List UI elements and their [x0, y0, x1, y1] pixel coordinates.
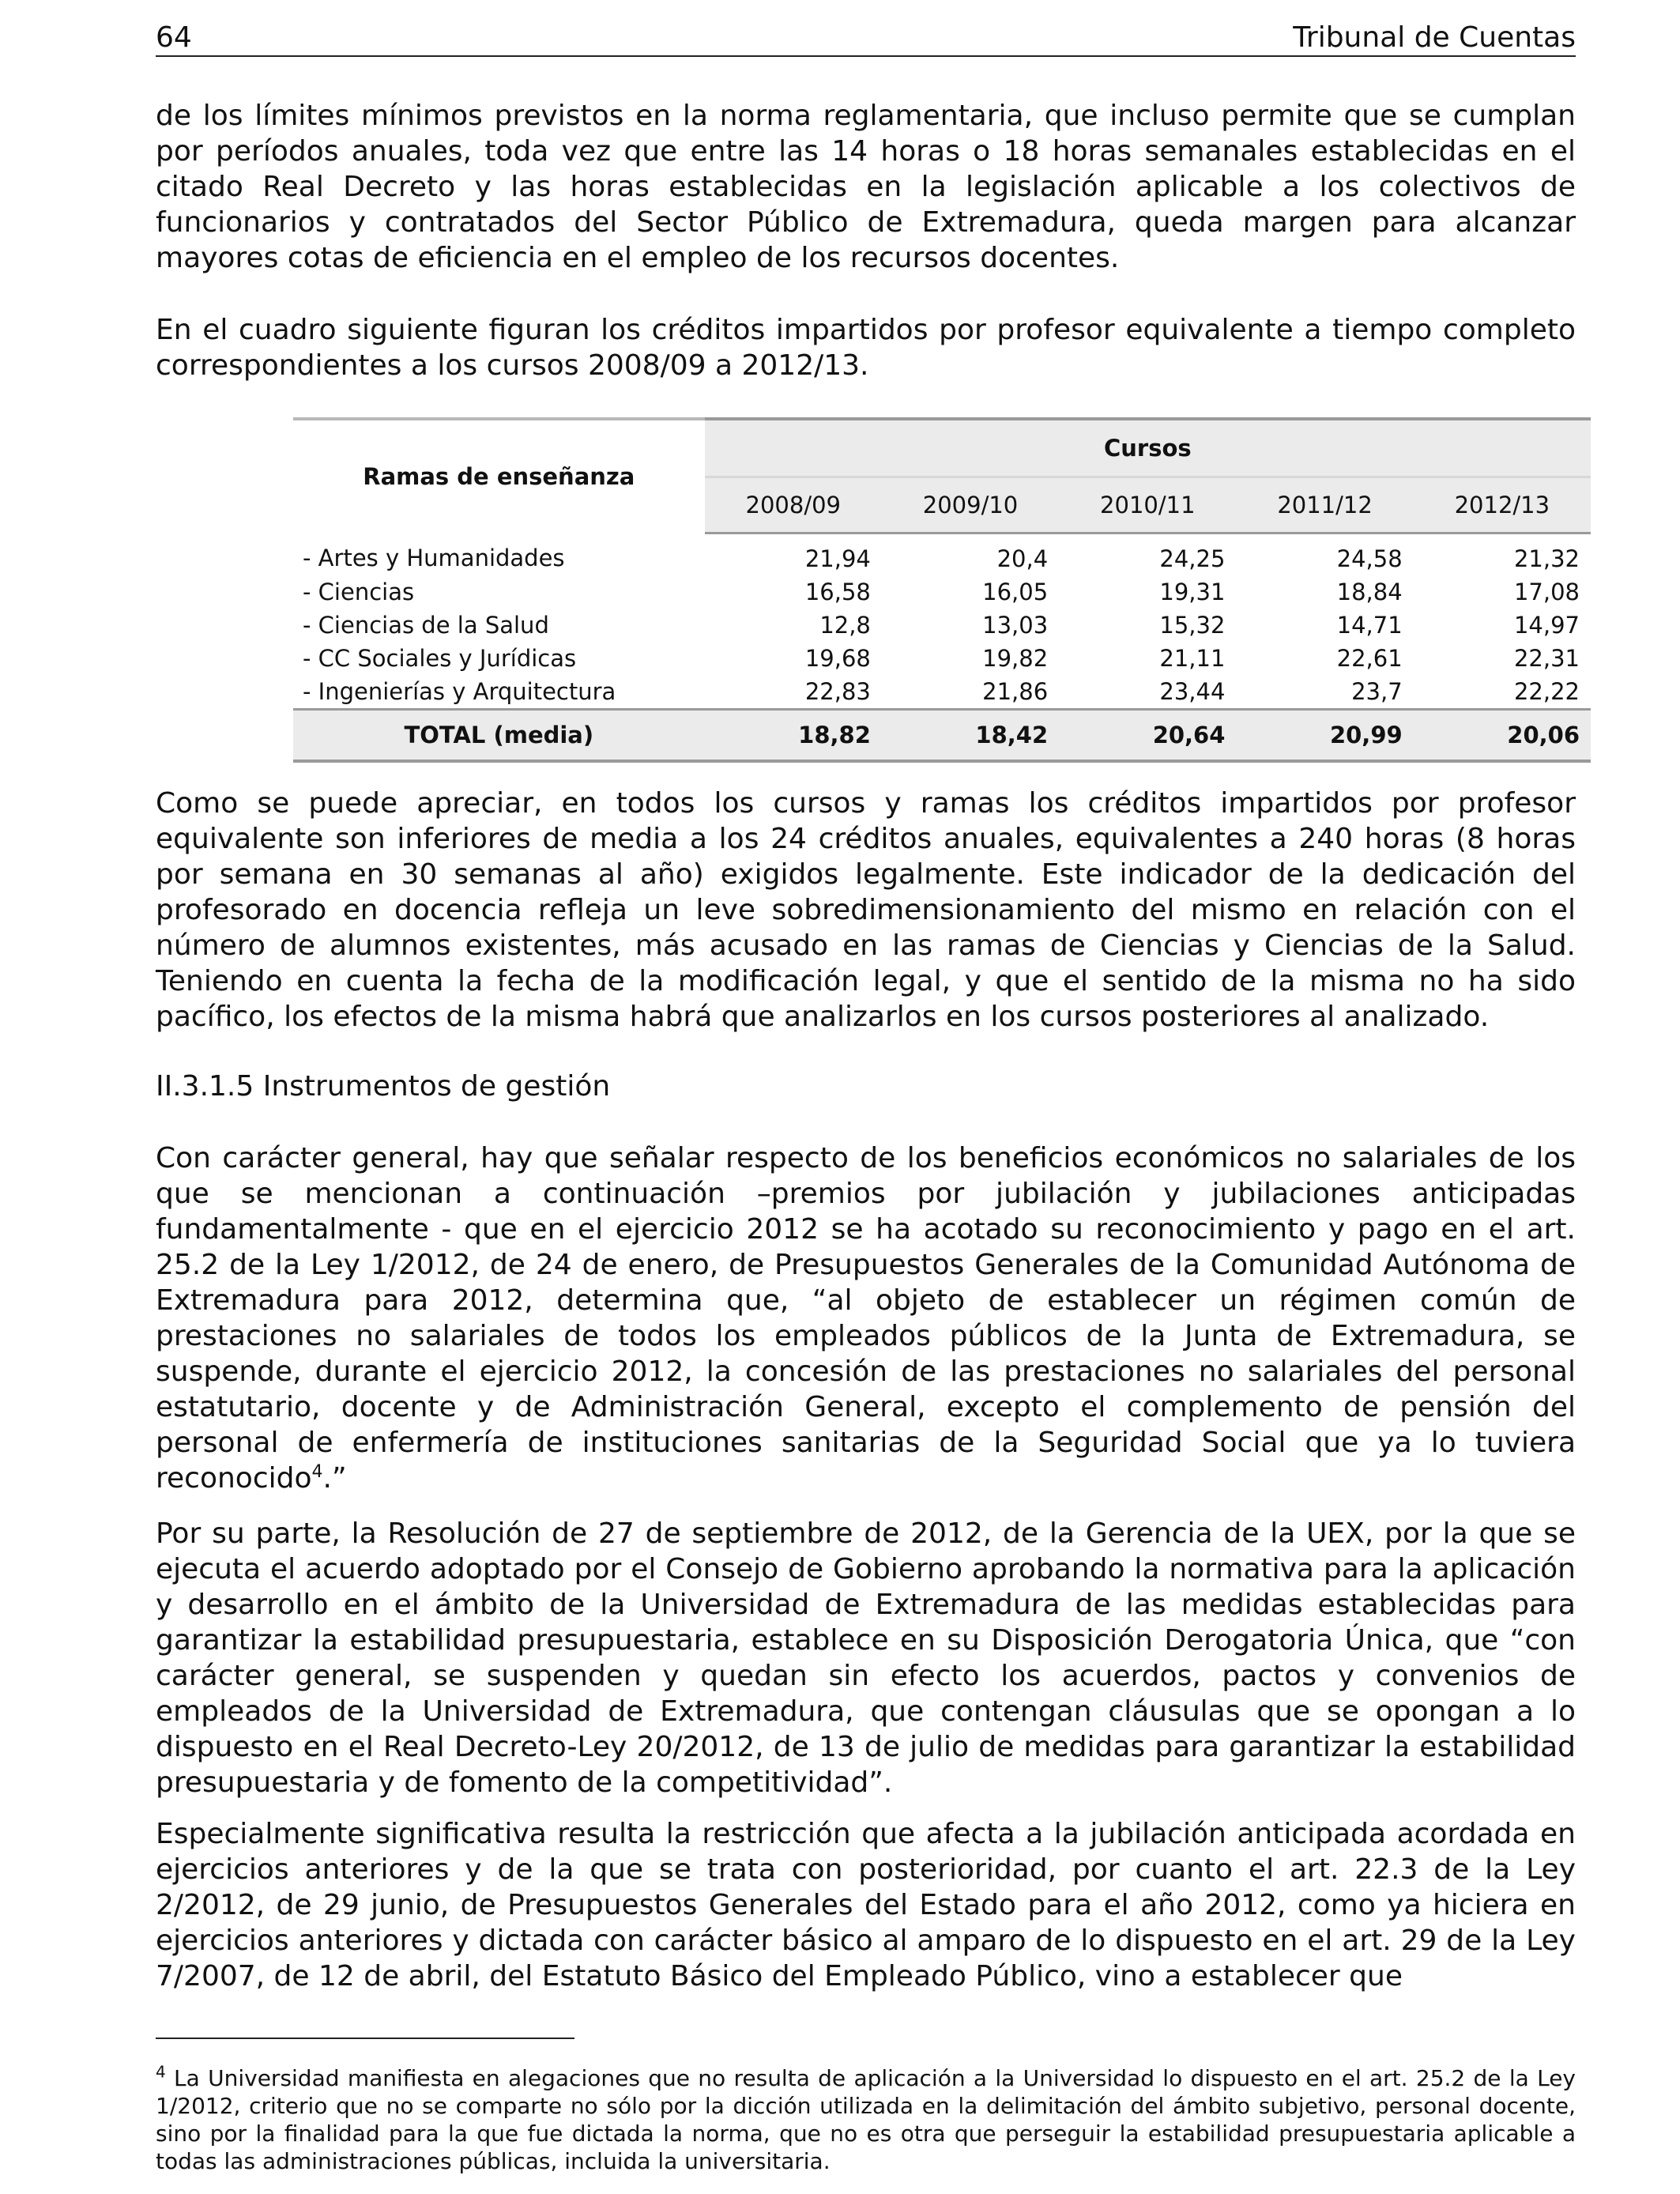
total-value: 18,42	[882, 710, 1059, 762]
paragraph-1: de los límites mínimos previstos en la norma reglamentaria, que incluso permite que se cumplan por períodos anuales, toda vez que entre las 14 horas o 18 horas semanales establecidas en el citado Real Decreto y las horas establecidas en la legislación aplicable a los colectivos de funcionarios y contratados del Sector Público de Extremadura, queda margen para alcanzar mayores cotas de eficiencia en el empleo de los recursos docentes.	[156, 100, 1576, 274]
year-header: 2008/09	[705, 477, 882, 533]
footnote-marker: 4	[156, 2062, 166, 2082]
total-value: 20,06	[1414, 710, 1591, 762]
header-title: Tribunal de Cuentas	[1293, 21, 1576, 54]
year-header: 2009/10	[882, 477, 1059, 533]
cell-value: 22,83	[804, 678, 871, 705]
cell-value: 21,94	[804, 545, 871, 572]
row-label: - Artes y Humanidades	[303, 545, 565, 572]
row-label: - Ciencias	[303, 579, 415, 605]
cell-value: 24,25	[1159, 545, 1226, 572]
cell-value: 13,03	[982, 612, 1049, 639]
cell-value: 24,58	[1336, 545, 1403, 572]
cell-value: 14,97	[1513, 612, 1580, 639]
total-label: TOTAL (media)	[293, 710, 705, 762]
section-heading: II.3.1.5 Instrumentos de gestión	[156, 1070, 611, 1103]
footnote-text: La Universidad manifiesta en alegaciones que no resulta de aplicación a la Universidad lo dispuesto en el art. 25.2 de la Ley 1/2012, criterio que no se comparte no sólo por la dicción utilizada en la delimitación del ámbito subjetivo, personal docente, sino por la finalidad para la que fue dictada la norma, que no es otra que perseguir la estabilidad presupuestaria aplicable a todas las administraciones públicas, incluida la universitaria.	[156, 2065, 1576, 2174]
paragraph-6: Especialmente significativa resulta la restricción que afecta a la jubilación anticipada acordada en ejercicios anteriores y de la que se trata con posterioridad, por cuanto el art. 22.3 de la Ley 2/2012, de 29 junio, de Presupuestos Generales del Estado para el año 2012, como ya hiciera en ejercicios anteriores y dictada con carácter básico al amparo de lo dispuesto en el art. 29 de la Ley 7/2007, de 12 de abril, del Estatuto Básico del Empleado Público, vino a establecer que	[156, 1818, 1576, 1992]
table-header-ramas: Ramas de enseñanza	[293, 419, 705, 533]
cell-value: 21,32	[1513, 545, 1580, 572]
credits-table	[293, 417, 1591, 763]
paragraph-4-end: .”	[322, 1462, 347, 1495]
cell-value: 23,44	[1159, 678, 1226, 705]
table-total-row	[293, 710, 1591, 762]
year-header: 2010/11	[1059, 477, 1236, 533]
cell-value: 15,32	[1159, 612, 1226, 639]
cell-value: 12,8	[819, 612, 871, 639]
page-header	[156, 14, 1576, 57]
table-row	[293, 575, 1591, 609]
paragraph-2: En el cuadro siguiente figuran los créditos impartidos por profesor equivalente a tiempo completo correspondientes a los cursos 2008/09 a 2012/13.	[156, 314, 1576, 382]
row-label: - CC Sociales y Jurídicas	[303, 645, 577, 672]
table-row	[293, 642, 1591, 675]
footnote-ref[interactable]: 4	[311, 1462, 323, 1482]
cell-value: 14,71	[1336, 612, 1403, 639]
year-header: 2011/12	[1236, 477, 1413, 533]
cell-value: 19,68	[804, 645, 871, 672]
cell-value: 18,84	[1336, 579, 1403, 605]
year-header: 2012/13	[1414, 477, 1591, 533]
row-label: - Ciencias de la Salud	[303, 612, 549, 639]
cell-value: 23,7	[1351, 678, 1403, 705]
footnote	[156, 2064, 1576, 2175]
paragraph-4-text: Con carácter general, hay que señalar respecto de los beneficios económicos no salariales de los que se mencionan a continuación –premios por jubilación y jubilaciones anticipadas fundamentalmente - que en el ejercicio 2012 se ha acotado su reconocimiento y pago en el art. 25.2 de la Ley 1/2012, de 24 de enero, de Presupuestos Generales de la Comunidad Autónoma de Extremadura para 2012, determina que, “al objeto de establecer un régimen común de prestaciones no salariales de todos los empleados públicos de la Junta de Extremadura, se suspende, durante el ejercicio 2012, la concesión de las prestaciones no salariales del personal estatutario, docente y de Administración General, excepto el complemento de pensión del personal de enfermería de instituciones sanitarias de la Seguridad Social que ya lo tuviera reconocido	[156, 1142, 1576, 1495]
cell-value: 22,22	[1513, 678, 1580, 705]
cell-value: 22,31	[1513, 645, 1580, 672]
cell-value: 19,31	[1159, 579, 1226, 605]
cell-value: 16,58	[804, 579, 871, 605]
cell-value: 20,4	[996, 545, 1049, 572]
total-value: 18,82	[705, 710, 882, 762]
cell-value: 19,82	[982, 645, 1049, 672]
page-number: 64	[156, 21, 192, 54]
paragraph-3: Como se puede apreciar, en todos los cursos y ramas los créditos impartidos por profesor equivalente son inferiores de media a los 24 créditos anuales, equivalentes a 240 horas (8 horas por semana en 30 semanas al año) exigidos legalmente. Este indicador de la dedicación del profesorado en docencia refleja un leve sobredimensionamiento del mismo en relación con el número de alumnos existentes, más acusado en las ramas de Ciencias y Ciencias de la Salud. Teniendo en cuenta la fecha de la modificación legal, y que el sentido de la misma no ha sido pacífico, los efectos de la misma habrá que analizarlos en los cursos posteriores al analizado.	[156, 787, 1576, 1033]
cell-value: 17,08	[1513, 579, 1580, 605]
row-label: - Ingenierías y Arquitectura	[303, 678, 616, 705]
table-row	[293, 609, 1591, 642]
table-row	[293, 533, 1591, 576]
table-row	[293, 675, 1591, 710]
table-header-cursos: Cursos	[705, 419, 1591, 477]
cell-value: 16,05	[982, 579, 1049, 605]
footnote-divider	[156, 2038, 574, 2039]
cell-value: 22,61	[1336, 645, 1403, 672]
paragraph-4	[156, 1140, 1576, 1496]
cell-value: 21,11	[1159, 645, 1226, 672]
cell-value: 21,86	[982, 678, 1049, 705]
total-value: 20,64	[1059, 710, 1236, 762]
total-value: 20,99	[1236, 710, 1413, 762]
paragraph-5: Por su parte, la Resolución de 27 de septiembre de 2012, de la Gerencia de la UEX, por la que se ejecuta el acuerdo adoptado por el Consejo de Gobierno aprobando la normativa para la aplicación y desarrollo en el ámbito de la Universidad de Extremadura de las medidas establecidas para garantizar la estabilidad presupuestaria, establece en su Disposición Derogatoria Única, que “con carácter general, se suspenden y quedan sin efecto los acuerdos, pactos y convenios de empleados de la Universidad de Extremadura, que contengan cláusulas que se opongan a lo dispuesto en el Real Decreto-Ley 20/2012, de 13 de julio de medidas para garantizar la estabilidad presupuestaria y de fomento de la competitividad”.	[156, 1517, 1576, 1799]
